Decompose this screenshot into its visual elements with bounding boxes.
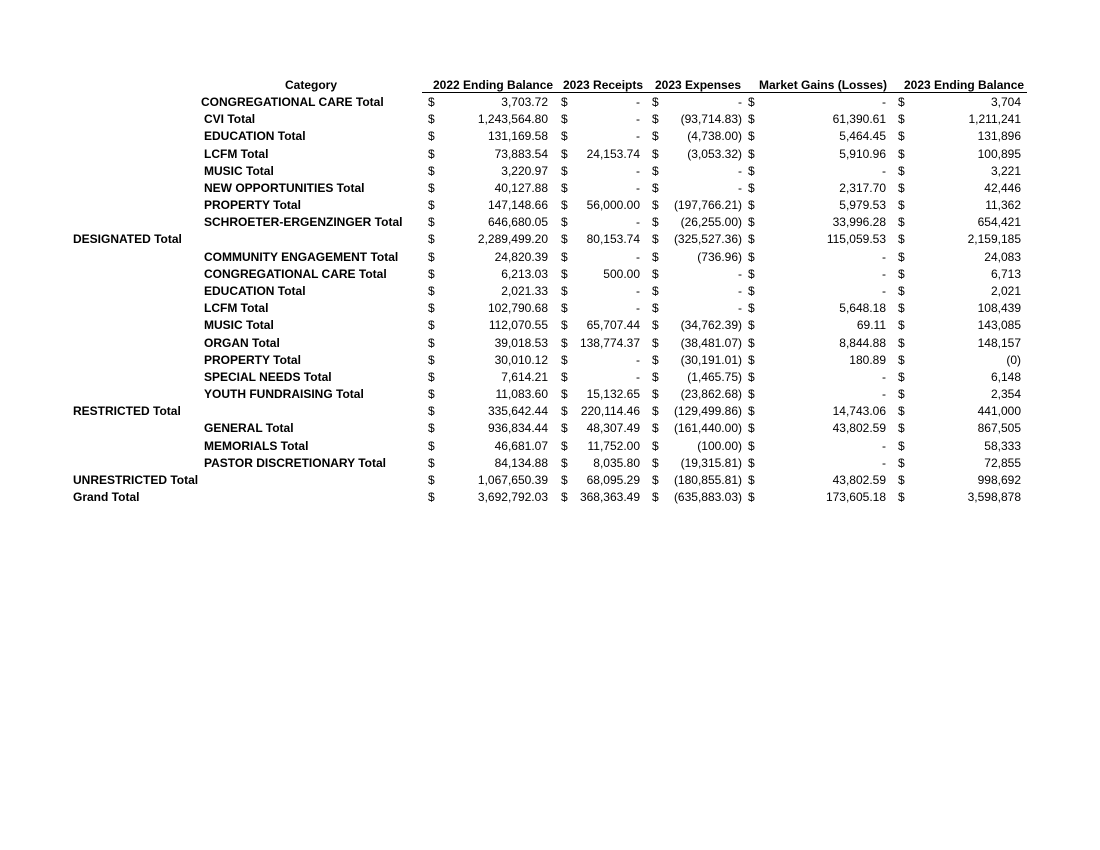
cell-end2023: 867,505 [977,421,1021,436]
cell-market: - [882,455,886,470]
table-row [0,489,1100,506]
cell-end2022: 46,681.07 [494,438,548,453]
table-row [0,249,1100,266]
currency-symbol: $ [748,455,755,470]
currency-symbol: $ [748,472,755,487]
cell-end2023: 441,000 [977,404,1021,419]
currency-symbol: $ [561,421,568,436]
currency-symbol: $ [898,387,905,402]
table-row [0,317,1100,334]
cell-market: - [882,438,886,453]
currency-symbol: $ [748,249,755,264]
cell-expenses: - [738,95,742,109]
cell-receipts: 15,132.65 [586,387,640,402]
cell-market: 5,464.45 [839,129,886,144]
cell-expenses: (93,714.83) [680,112,742,127]
cell-end2023: 2,159,185 [967,232,1021,247]
cell-market: 5,910.96 [839,146,886,161]
table-row [0,146,1100,163]
cell-expenses: (635,883.03) [673,490,742,505]
currency-symbol: $ [428,95,435,109]
currency-symbol: $ [652,215,659,230]
currency-symbol: $ [428,215,435,230]
cell-market: 61,390.61 [832,112,886,127]
cell-expenses: (129,499.86) [673,404,742,419]
currency-symbol: $ [748,438,755,453]
group-total-label: RESTRICTED Total [73,404,181,419]
cell-end2023: 6,148 [990,369,1021,384]
cell-market: - [882,95,886,109]
currency-symbol: $ [561,404,568,419]
currency-symbol: $ [561,490,568,505]
currency-symbol: $ [898,180,905,195]
cell-end2022: 2,289,499.20 [477,232,548,247]
cell-end2023: 1,211,241 [968,112,1021,127]
currency-symbol: $ [561,438,568,453]
currency-symbol: $ [652,163,659,178]
table-row [0,111,1100,128]
currency-symbol: $ [652,283,659,298]
currency-symbol: $ [561,369,568,384]
subcategory-label: PASTOR DISCRETIONARY Total [204,455,387,470]
cell-market: 180.89 [849,352,886,367]
currency-symbol: $ [561,472,568,487]
currency-symbol: $ [428,404,435,419]
currency-symbol: $ [652,438,659,453]
cell-market: - [882,283,886,298]
cell-end2023: 998,692 [977,472,1021,487]
header-underline [893,92,1027,93]
currency-symbol: $ [898,438,905,453]
subcategory-label: NEW OPPORTUNITIES Total [204,180,365,195]
cell-receipts: 8,035.80 [593,455,640,470]
cell-receipts: - [636,112,640,127]
table-row [0,472,1100,489]
cell-end2022: 3,703.72 [501,95,548,109]
cell-expenses: (1,465.75) [687,369,742,384]
cell-end2023: 100,895 [977,146,1021,161]
subcategory-label: COMMUNITY ENGAGEMENT Total [204,249,399,264]
currency-symbol: $ [748,95,755,109]
currency-symbol: $ [428,455,435,470]
currency-symbol: $ [652,198,659,213]
currency-symbol: $ [652,112,659,127]
table-row [0,231,1100,248]
currency-symbol: $ [652,472,659,487]
currency-symbol: $ [652,95,659,109]
cell-end2022: 2,021.33 [501,283,548,298]
subcategory-label: GENERAL Total [204,421,294,436]
currency-symbol: $ [652,249,659,264]
cell-end2023: 131,896 [977,129,1021,144]
currency-symbol: $ [652,266,659,281]
cell-receipts: - [636,301,640,316]
group-total-label: UNRESTRICTED Total [73,472,199,487]
cell-market: - [882,369,886,384]
currency-symbol: $ [898,129,905,144]
cell-end2023: 24,083 [984,249,1021,264]
currency-symbol: $ [428,472,435,487]
currency-symbol: $ [898,283,905,298]
header-underline [745,92,893,93]
subcategory-label: PROPERTY Total [204,198,301,213]
currency-symbol: $ [561,352,568,367]
currency-symbol: $ [748,404,755,419]
cell-expenses: (180,855.81) [673,472,742,487]
cell-receipts: - [636,95,640,109]
table-row [0,352,1100,369]
currency-symbol: $ [898,215,905,230]
currency-symbol: $ [898,490,905,505]
cell-end2022: 84,134.88 [494,455,548,470]
currency-symbol: $ [748,215,755,230]
currency-symbol: $ [898,318,905,333]
cell-end2022: 73,883.54 [494,146,548,161]
cell-expenses: (736.96) [697,249,742,264]
cell-receipts: 56,000.00 [586,198,640,213]
currency-symbol: $ [748,421,755,436]
currency-symbol: $ [428,232,435,247]
cell-end2022: 11,083.60 [495,387,548,402]
currency-symbol: $ [428,318,435,333]
cell-end2023: 148,157 [977,335,1021,350]
currency-symbol: $ [652,490,659,505]
subcategory-label: YOUTH FUNDRAISING Total [204,387,364,402]
cell-end2022: 936,834.44 [487,421,548,436]
currency-symbol: $ [561,335,568,350]
currency-symbol: $ [561,180,568,195]
cell-expenses: (197,766.21) [673,198,742,213]
subcategory-label: ORGAN Total [204,335,280,350]
cell-expenses: - [738,301,742,316]
header-underline [556,92,647,93]
group-total-label: DESIGNATED Total [73,232,182,247]
cell-end2022: 147,148.66 [487,198,548,213]
cell-expenses: (161,440.00) [673,421,742,436]
currency-symbol: $ [428,421,435,436]
cell-end2023: 2,021 [990,283,1021,298]
currency-symbol: $ [428,112,435,127]
table-row [0,455,1100,472]
cell-receipts: - [636,283,640,298]
currency-symbol: $ [561,283,568,298]
cell-receipts: 368,363.49 [579,490,640,505]
cell-market: - [882,163,886,178]
cell-end2022: 112,070.55 [488,318,548,333]
cell-receipts: - [636,352,640,367]
cell-receipts: 24,153.74 [586,146,640,161]
subcategory-label: MEMORIALS Total [204,438,309,453]
cell-receipts: - [636,215,640,230]
cell-end2023: 654,421 [977,215,1021,230]
currency-symbol: $ [748,146,755,161]
currency-symbol: $ [428,163,435,178]
cell-expenses: (100.00) [697,438,742,453]
table-row [0,128,1100,145]
currency-symbol: $ [652,232,659,247]
table-row [0,300,1100,317]
currency-symbol: $ [428,438,435,453]
currency-symbol: $ [652,352,659,367]
cell-expenses: (19,315.81) [680,455,742,470]
cell-market: 14,743.06 [832,404,886,419]
currency-symbol: $ [748,163,755,178]
currency-symbol: $ [428,369,435,384]
table-row [0,266,1100,283]
cell-expenses: - [738,180,742,195]
currency-symbol: $ [898,232,905,247]
cell-expenses: - [738,266,742,281]
cell-expenses: (30,191.01) [680,352,742,367]
currency-symbol: $ [898,95,905,109]
subcategory-label: MUSIC Total [204,163,274,178]
currency-symbol: $ [748,352,755,367]
currency-symbol: $ [748,180,755,195]
table-row [0,214,1100,231]
currency-symbol: $ [748,283,755,298]
header-2023-expenses: 2023 Expenses [655,78,742,92]
subcategory-label: MUSIC Total [204,318,274,333]
currency-symbol: $ [561,387,568,402]
currency-symbol: $ [652,301,659,316]
subcategory-label: EDUCATION Total [204,283,306,298]
cell-expenses: (26,255.00) [680,215,742,230]
cell-end2023: 108,439 [977,301,1021,316]
cell-end2023: 3,598,878 [967,490,1021,505]
currency-symbol: $ [898,146,905,161]
subcategory-label: SCHROETER-ERGENZINGER Total [204,215,403,230]
cell-expenses: (23,862.68) [680,387,742,402]
currency-symbol: $ [561,112,568,127]
cell-end2023: 6,713 [990,266,1021,281]
currency-symbol: $ [652,369,659,384]
currency-symbol: $ [748,232,755,247]
currency-symbol: $ [652,455,659,470]
subcategory-label: LCFM Total [204,301,269,316]
table-row [0,369,1100,386]
header-2023-receipts: 2023 Receipts [563,78,644,92]
cell-end2022: 335,642.44 [487,404,548,419]
currency-symbol: $ [561,455,568,470]
cell-expenses: (4,738.00) [687,129,742,144]
table-row [0,197,1100,214]
currency-symbol: $ [748,301,755,316]
subcategory-label: CONGREGATIONAL CARE Total [201,95,384,109]
header-underline [647,92,745,93]
currency-symbol: $ [561,163,568,178]
currency-symbol: $ [561,198,568,213]
table-row [0,420,1100,437]
cell-end2022: 24,820.39 [494,249,548,264]
cell-expenses: - [738,163,742,178]
currency-symbol: $ [748,490,755,505]
cell-receipts: 220,114.46 [580,404,640,419]
cell-receipts: - [636,163,640,178]
table-row [0,403,1100,420]
cell-market: 33,996.28 [832,215,886,230]
cell-end2022: 131,169.58 [487,129,548,144]
currency-symbol: $ [652,404,659,419]
currency-symbol: $ [652,146,659,161]
cell-receipts: 68,095.29 [586,472,640,487]
currency-symbol: $ [898,404,905,419]
currency-symbol: $ [561,318,568,333]
cell-receipts: 65,707.44 [586,318,640,333]
table-row [0,94,1100,111]
currency-symbol: $ [748,387,755,402]
table-row [0,386,1100,403]
currency-symbol: $ [898,421,905,436]
header-underline [422,92,556,93]
currency-symbol: $ [428,198,435,213]
cell-receipts: - [636,369,640,384]
currency-symbol: $ [898,266,905,281]
currency-symbol: $ [898,112,905,127]
currency-symbol: $ [561,232,568,247]
cell-expenses: (3,053.32) [687,146,742,161]
cell-end2022: 6,213.03 [501,266,548,281]
subcategory-label: LCFM Total [204,146,269,161]
currency-symbol: $ [748,318,755,333]
currency-symbol: $ [428,146,435,161]
cell-end2022: 40,127.88 [494,180,548,195]
currency-symbol: $ [561,95,568,109]
subcategory-label: EDUCATION Total [204,129,306,144]
subcategory-label: CVI Total [204,112,256,127]
currency-symbol: $ [561,215,568,230]
currency-symbol: $ [898,369,905,384]
cell-market: - [882,249,886,264]
currency-symbol: $ [898,352,905,367]
currency-symbol: $ [561,301,568,316]
cell-end2022: 102,790.68 [487,301,548,316]
cell-end2023: 72,855 [984,455,1021,470]
currency-symbol: $ [898,335,905,350]
group-total-label: Grand Total [73,490,140,505]
currency-symbol: $ [652,335,659,350]
cell-market: 5,979.53 [839,198,886,213]
cell-end2022: 646,680.05 [487,215,548,230]
currency-symbol: $ [898,198,905,213]
cell-receipts: 138,774.37 [579,335,640,350]
currency-symbol: $ [652,318,659,333]
cell-end2023: 3,221 [990,163,1021,178]
cell-receipts: 80,153.74 [586,232,640,247]
cell-market: 8,844.88 [839,335,886,350]
header-2023-ending-balance: 2023 Ending Balance [904,78,1025,92]
currency-symbol: $ [898,301,905,316]
cell-expenses: (325,527.36) [673,232,742,247]
currency-symbol: $ [748,129,755,144]
currency-symbol: $ [898,163,905,178]
table-row [0,335,1100,352]
cell-market: 5,648.18 [839,301,886,316]
cell-receipts: - [636,180,640,195]
table-row [0,438,1100,455]
table-row [0,163,1100,180]
currency-symbol: $ [428,387,435,402]
cell-end2023: 143,085 [977,318,1021,333]
cell-market: 43,802.59 [832,421,886,436]
currency-symbol: $ [748,369,755,384]
cell-end2022: 7,614.21 [501,369,548,384]
cell-market: - [882,266,886,281]
currency-symbol: $ [561,249,568,264]
cell-receipts: 500.00 [603,266,640,281]
cell-end2022: 3,692,792.03 [477,490,548,505]
currency-symbol: $ [652,129,659,144]
currency-symbol: $ [652,387,659,402]
currency-symbol: $ [428,352,435,367]
currency-symbol: $ [748,335,755,350]
currency-symbol: $ [428,129,435,144]
currency-symbol: $ [428,283,435,298]
cell-market: 2,317.70 [839,180,886,195]
header-category: Category [285,78,338,92]
subcategory-label: PROPERTY Total [204,352,301,367]
currency-symbol: $ [561,146,568,161]
cell-end2022: 30,010.12 [494,352,548,367]
cell-expenses: (38,481.07) [680,335,742,350]
cell-expenses: - [738,283,742,298]
cell-end2023: 42,446 [984,180,1021,195]
cell-receipts: 48,307.49 [586,421,640,436]
currency-symbol: $ [898,455,905,470]
currency-symbol: $ [428,490,435,505]
currency-symbol: $ [652,180,659,195]
currency-symbol: $ [652,421,659,436]
currency-symbol: $ [748,198,755,213]
cell-end2023: 3,704 [990,95,1021,109]
currency-symbol: $ [428,301,435,316]
cell-end2023: (0) [1006,352,1021,367]
currency-symbol: $ [898,249,905,264]
header-2022-ending-balance: 2022 Ending Balance [433,78,554,92]
cell-market: 43,802.59 [832,472,886,487]
cell-end2022: 1,243,564.80 [477,112,548,127]
subcategory-label: CONGREGATIONAL CARE Total [204,266,387,281]
cell-end2023: 58,333 [984,438,1021,453]
currency-symbol: $ [561,266,568,281]
cell-market: 69.11 [856,318,886,333]
currency-symbol: $ [748,112,755,127]
currency-symbol: $ [428,249,435,264]
currency-symbol: $ [428,180,435,195]
cell-end2023: 11,362 [985,198,1021,213]
table-row [0,283,1100,300]
cell-expenses: (34,762.39) [680,318,742,333]
subcategory-label: SPECIAL NEEDS Total [204,369,332,384]
currency-symbol: $ [898,472,905,487]
header-market-gains: Market Gains (Losses) [759,78,888,92]
cell-end2022: 3,220.97 [501,163,548,178]
currency-symbol: $ [748,266,755,281]
cell-receipts: - [636,129,640,144]
currency-symbol: $ [428,266,435,281]
cell-receipts: 11,752.00 [587,438,640,453]
cell-end2022: 1,067,650.39 [477,472,548,487]
cell-end2022: 39,018.53 [494,335,548,350]
table-row [0,180,1100,197]
cell-end2023: 2,354 [990,387,1021,402]
cell-receipts: - [636,249,640,264]
currency-symbol: $ [561,129,568,144]
currency-symbol: $ [428,335,435,350]
cell-market: - [882,387,886,402]
cell-market: 115,059.53 [826,232,886,247]
cell-market: 173,605.18 [825,490,886,505]
